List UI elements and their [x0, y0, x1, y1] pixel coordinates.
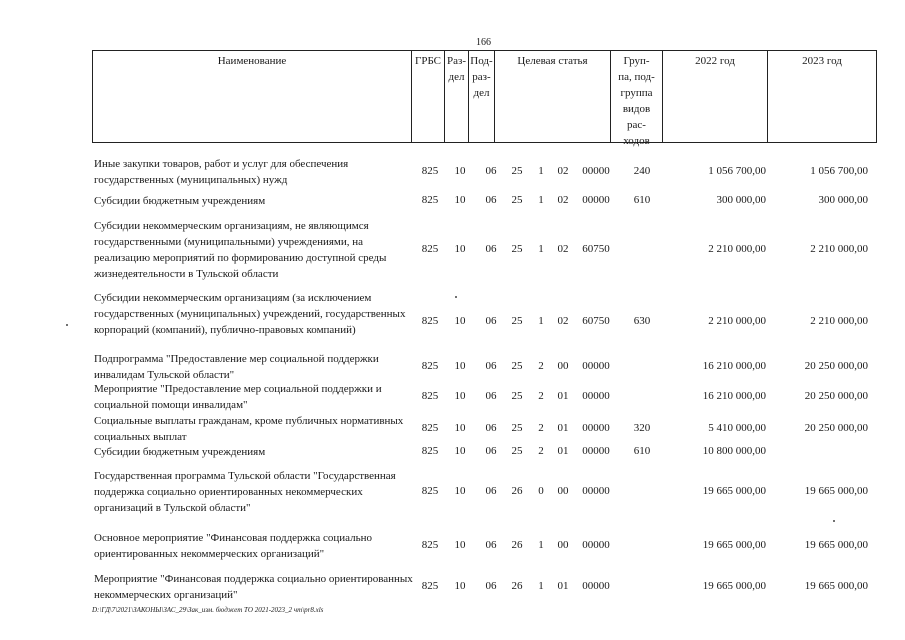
cell-v2022: 19 665 000,00: [702, 539, 766, 551]
cell-rz: 10: [454, 194, 466, 206]
cell-rz: 10: [454, 243, 466, 255]
cell-t1: 25: [511, 194, 523, 206]
cell-t2: 1: [538, 165, 544, 177]
header-razdel: [445, 51, 469, 143]
cell-grp: 630: [633, 315, 651, 327]
row-name: Основное мероприятие "Финансовая поддержка социально ориентированных некоммерческих организаций": [94, 532, 372, 560]
cell-t3: 01: [557, 422, 569, 434]
cell-rz: 10: [454, 390, 466, 402]
cell-v2022: 300 000,00: [716, 194, 766, 206]
cell-v2022: 16 210 000,00: [702, 360, 766, 372]
cell-t2: 2: [538, 390, 544, 402]
header-2022: 2022 год: [663, 51, 768, 143]
cell-pr: 06: [485, 165, 497, 177]
cell-v2022: 16 210 000,00: [702, 390, 766, 402]
header-group-line: Груп-: [623, 55, 650, 67]
header-target: Целевая статья: [495, 51, 611, 143]
cell-t4: 00000: [582, 194, 610, 206]
cell-v2022: 5 410 000,00: [708, 422, 766, 434]
row-name: Субсидии бюджетным учреждениям: [94, 195, 266, 207]
cell-pr: 06: [485, 580, 497, 592]
cell-grbs: 825: [421, 445, 439, 457]
cell-grp: 610: [633, 445, 651, 457]
cell-t2: 2: [538, 445, 544, 457]
cell-t1: 25: [511, 445, 523, 457]
cell-v2022: 2 210 000,00: [708, 315, 766, 327]
cell-t4: 00000: [582, 390, 610, 402]
cell-grp: 240: [633, 165, 651, 177]
cell-t2: 0: [538, 485, 544, 497]
cell-t4: 00000: [582, 165, 610, 177]
cell-pr: 06: [485, 194, 497, 206]
cell-t4: 00000: [582, 580, 610, 592]
cell-t1: 26: [511, 580, 523, 592]
cell-v2023: 2 210 000,00: [810, 315, 868, 327]
cell-v2023: 300 000,00: [818, 194, 868, 206]
cell-v2022: 2 210 000,00: [708, 243, 766, 255]
header-group-line: рас-: [627, 119, 646, 131]
cell-rz: 10: [454, 422, 466, 434]
cell-t3: 00: [557, 539, 569, 551]
cell-t4: 60750: [582, 243, 610, 255]
cell-grbs: 825: [421, 315, 439, 327]
row-name: Подпрограмма "Предоставление мер социальной поддержки инвалидам Тульской области": [94, 353, 379, 381]
cell-v2023: 2 210 000,00: [810, 243, 868, 255]
cell-v2022: 19 665 000,00: [702, 485, 766, 497]
cell-t3: 02: [557, 243, 569, 255]
cell-t2: 1: [538, 539, 544, 551]
cell-rz: 10: [454, 165, 466, 177]
cell-t2: 1: [538, 194, 544, 206]
cell-v2023: 19 665 000,00: [804, 580, 868, 592]
cell-pr: 06: [485, 243, 497, 255]
header-group-line: видов: [622, 103, 651, 115]
cell-t4: 00000: [582, 485, 610, 497]
cell-t1: 25: [511, 360, 523, 372]
cell-t2: 2: [538, 360, 544, 372]
file-path: D:\ГД\7\2021\ЗАКОНЫ\ЗАС_29\Зак_изм. бюджет ТО 2021-2023_2 чт\pr8.xls: [92, 606, 324, 614]
cell-t1: 26: [511, 539, 523, 551]
cell-grp: 320: [633, 422, 651, 434]
cell-t2: 1: [538, 243, 544, 255]
cell-t4: 00000: [582, 445, 610, 457]
cell-rz: 10: [454, 360, 466, 372]
cell-t3: 01: [557, 445, 569, 457]
cell-pr: 06: [485, 390, 497, 402]
header-podrazdel-line: дел: [473, 87, 490, 99]
header-razdel-line: дел: [448, 71, 465, 83]
cell-pr: 06: [485, 315, 497, 327]
cell-v2023: 1 056 700,00: [810, 165, 868, 177]
cell-t3: 00: [557, 485, 569, 497]
cell-grbs: 825: [421, 360, 439, 372]
row-name: Иные закупки товаров, работ и услуг для обеспечения государственных (муниципальных) нужд: [94, 158, 349, 186]
cell-rz: 10: [454, 539, 466, 551]
cell-pr: 06: [485, 360, 497, 372]
cell-t1: 25: [511, 165, 523, 177]
cell-t2: 2: [538, 422, 544, 434]
cell-pr: 06: [485, 485, 497, 497]
cell-rz: 10: [454, 445, 466, 457]
row-name: Социальные выплаты гражданам, кроме публичных нормативных социальных выплат: [94, 415, 404, 443]
cell-v2023: 20 250 000,00: [804, 422, 868, 434]
cell-grbs: 825: [421, 485, 439, 497]
page-number: 166: [476, 37, 491, 48]
row-name: Мероприятие "Предоставление мер социальной поддержки и социальной помощи инвалидам": [94, 383, 382, 411]
cell-t2: 1: [538, 315, 544, 327]
cell-v2023: 20 250 000,00: [804, 360, 868, 372]
cell-t1: 25: [511, 390, 523, 402]
header-razdel-line: Раз-: [446, 55, 466, 67]
cell-t2: 1: [538, 580, 544, 592]
row-name: Субсидии некоммерческим организациям, не являющимся государственными (муниципальными) учреждениями, на реализацию мероприятий по формированию доступной среды жизнедеятельности в Тульской области: [94, 220, 387, 280]
cell-t4: 00000: [582, 539, 610, 551]
header-grbs: ГРБС: [412, 51, 445, 143]
cell-pr: 06: [485, 445, 497, 457]
cell-rz: 10: [454, 580, 466, 592]
cell-rz: 10: [454, 485, 466, 497]
scan-speck: [833, 520, 835, 522]
scan-speck: [455, 296, 457, 298]
cell-v2023: 19 665 000,00: [804, 485, 868, 497]
cell-grbs: 825: [421, 390, 439, 402]
cell-t4: 60750: [582, 315, 610, 327]
cell-grbs: 825: [421, 165, 439, 177]
header-podrazdel: [469, 51, 495, 143]
cell-t4: 00000: [582, 422, 610, 434]
header-group-line: группа: [620, 87, 653, 99]
cell-t3: 02: [557, 194, 569, 206]
cell-t3: 00: [557, 360, 569, 372]
header-podrazdel-line: раз-: [472, 71, 491, 83]
header-2023: 2023 год: [802, 55, 842, 67]
row-name: Субсидии бюджетным учреждениям: [94, 446, 266, 458]
cell-t1: 25: [511, 422, 523, 434]
cell-t4: 00000: [582, 360, 610, 372]
cell-v2022: 10 800 000,00: [702, 445, 766, 457]
cell-v2022: 19 665 000,00: [702, 580, 766, 592]
header-group-line: ходов: [623, 135, 650, 147]
cell-grp: 610: [633, 194, 651, 206]
table-header: [92, 50, 877, 147]
cell-pr: 06: [485, 539, 497, 551]
cell-t1: 25: [511, 315, 523, 327]
cell-grbs: 825: [421, 422, 439, 434]
cell-t1: 26: [511, 485, 523, 497]
header-group-line: па, под-: [618, 71, 655, 83]
header-name: Наименование: [93, 51, 412, 143]
header-podrazdel-line: Под-: [470, 55, 493, 67]
cell-t3: 02: [557, 165, 569, 177]
cell-t3: 01: [557, 390, 569, 402]
cell-v2023: 19 665 000,00: [804, 539, 868, 551]
cell-v2023: 20 250 000,00: [804, 390, 868, 402]
cell-t1: 25: [511, 243, 523, 255]
cell-v2022: 1 056 700,00: [708, 165, 766, 177]
cell-pr: 06: [485, 422, 497, 434]
cell-grbs: 825: [421, 539, 439, 551]
cell-grbs: 825: [421, 194, 439, 206]
cell-grbs: 825: [421, 243, 439, 255]
cell-rz: 10: [454, 315, 466, 327]
scan-speck: [66, 324, 68, 326]
cell-t3: 01: [557, 580, 569, 592]
row-name: Мероприятие "Финансовая поддержка социально ориентированных некоммерческих организаций": [94, 573, 413, 601]
row-name: Государственная программа Тульской области "Государственная поддержка социально ориентированных некоммерческих организаций в Тульской области": [94, 470, 396, 514]
cell-grbs: 825: [421, 580, 439, 592]
row-name: Субсидии некоммерческим организациям (за исключением государственных (муниципальных) учреждений, государственных корпораций (компаний), публично-правовых компаний): [94, 292, 406, 336]
cell-t3: 02: [557, 315, 569, 327]
header-group: [611, 51, 663, 147]
